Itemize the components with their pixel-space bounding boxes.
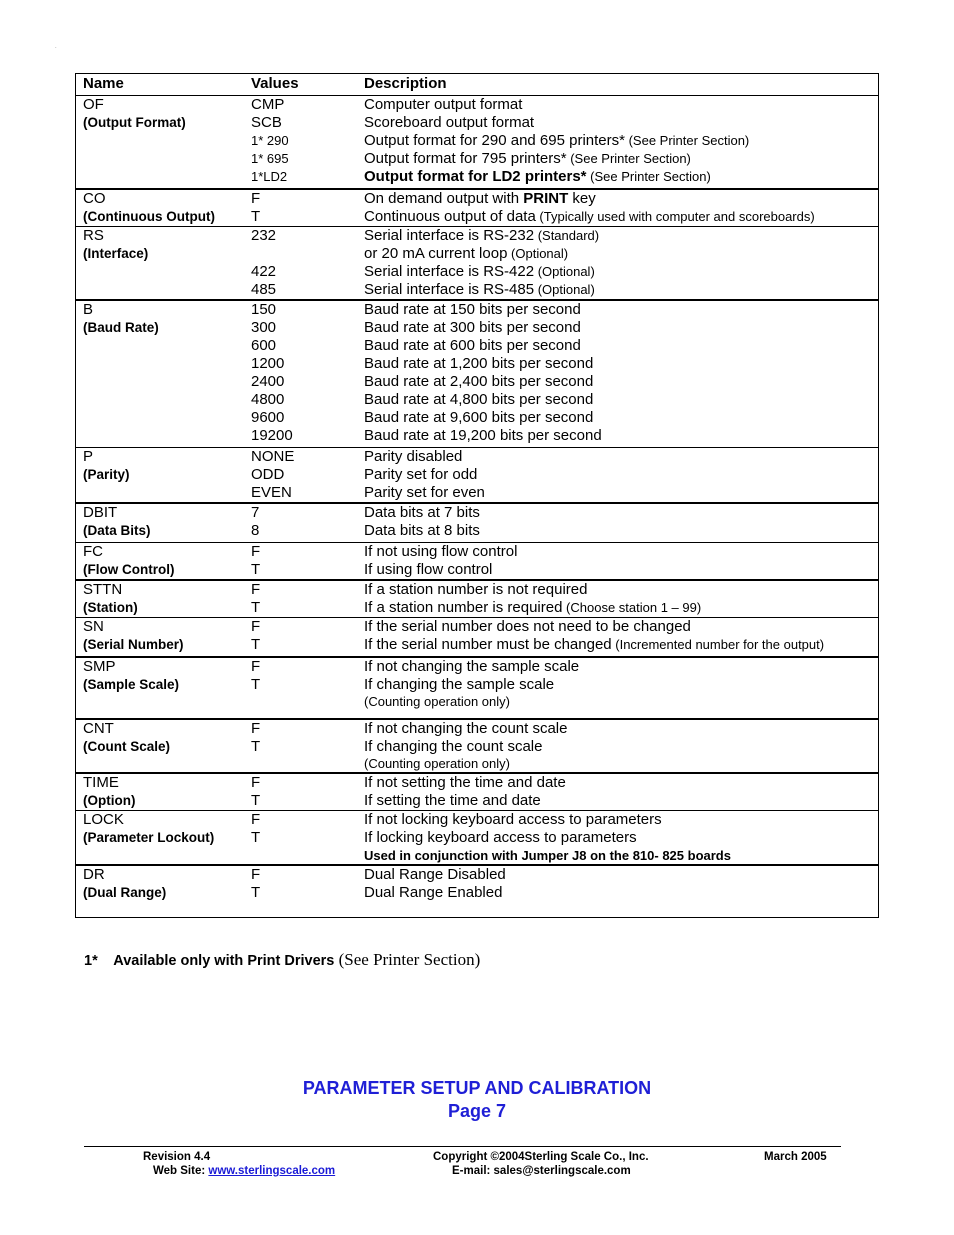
header-description: Description [356,73,879,96]
param-value: 1200 [251,355,285,372]
description-line [364,756,871,772]
footer-email: E-mail: sales@sterlingscale.com [452,1165,631,1177]
description-line [364,150,871,168]
param-value: 2400 [251,373,285,390]
page-number: Page 7 [447,1101,507,1121]
description-text: If not changing the count scale [364,720,568,737]
description-line [364,355,871,373]
description-line [364,96,871,114]
param-value: F [251,658,261,675]
table-row [75,96,879,190]
description-text: Serial interface is RS-232 [364,227,535,244]
description-line [364,694,871,710]
param-name-cell [75,773,243,811]
param-value: F [251,866,261,883]
param-value: 1*LD2 [251,169,288,184]
param-label: (Parity) [83,467,130,482]
param-name: LOCK [83,811,124,828]
param-label: (Interface) [83,246,149,261]
param-description-cell [356,580,879,618]
description-text: Baud rate at 600 bits per second [364,337,581,354]
description-line [364,114,871,132]
description-text: Dual Range Disabled [364,866,506,883]
param-name: RS [83,227,104,244]
table-row [75,448,879,504]
param-name: TIME [83,774,119,791]
param-name: FC [83,543,103,560]
description-text: Data bits at 7 bits [364,504,480,521]
header-name: Name [75,73,243,96]
description-line [364,561,871,579]
footnote-text: Available only with Print Drivers [113,953,335,969]
param-values-cell [243,773,356,811]
description-note: (Counting operation only) [364,694,510,709]
description-text: If changing the count scale [364,738,543,755]
param-value: 9600 [251,409,285,426]
param-value: F [251,720,261,737]
param-name-cell [75,227,243,301]
param-value: CMP [251,96,285,113]
description-bold: PRINT [523,190,569,207]
param-values-cell [243,503,356,543]
param-name-cell [75,618,243,658]
param-value: 4800 [251,391,285,408]
description-line [364,811,871,829]
footnote-see-printer: (See Printer Section) [334,950,481,969]
footer-date: March 2005 [764,1151,827,1163]
description-line [364,301,871,319]
param-value: 300 [251,319,277,336]
param-label: (Output Format) [83,115,186,130]
param-value: T [251,561,261,578]
table-row [75,811,879,866]
param-name: P [83,448,94,465]
description-text: Serial interface is RS-422 [364,263,535,280]
param-name: DR [83,866,105,883]
param-value: T [251,829,261,846]
description-line [364,581,871,599]
description-line [364,866,871,884]
param-values-cell [243,300,356,448]
description-line [364,466,871,484]
param-description-cell [356,657,879,719]
param-label: (Option) [83,793,136,808]
footer-website-label: Web Site: [153,1165,209,1177]
description-text: Output format for 795 printers* [364,150,567,167]
param-value: NONE [251,448,295,465]
param-label: (Parameter Lockout) [83,830,215,845]
description-line [364,618,871,636]
footer-divider [84,1146,841,1147]
param-value: 19200 [251,427,293,444]
description-line [364,636,871,654]
description-text: Computer output format [364,96,523,113]
param-values-cell [243,657,356,719]
description-line [364,448,871,466]
description-line [364,504,871,522]
param-value: T [251,676,261,693]
param-name: SN [83,618,104,635]
description-note: (Optional) [534,282,595,297]
description-text: Baud rate at 2,400 bits per second [364,373,594,390]
param-value: F [251,190,261,207]
param-value: 232 [251,227,277,244]
description-line [364,658,871,676]
table-row [75,300,879,448]
param-value: 7 [251,504,260,521]
description-line [364,543,871,561]
param-label: (Data Bits) [83,523,151,538]
table-row [75,773,879,811]
description-text: On demand output with [364,190,524,207]
description-text: Baud rate at 9,600 bits per second [364,409,594,426]
description-text: If setting the time and date [364,792,541,809]
description-line [364,738,871,756]
param-value: 422 [251,263,277,280]
param-name: SMP [83,658,116,675]
description-line [364,281,871,299]
param-name-cell [75,503,243,543]
description-line [364,829,871,847]
param-value: F [251,811,261,828]
param-values-cell [243,189,356,227]
param-description-cell [356,773,879,811]
description-note: (Typically used with computer and scoreboards) [535,209,815,224]
description-text: Baud rate at 4,800 bits per second [364,391,594,408]
description-text: Baud rate at 150 bits per second [364,301,581,318]
param-value: 1* 290 [251,133,289,148]
description-line [364,427,871,445]
param-description-cell [356,865,879,902]
param-name-cell [75,300,243,448]
description-line [364,847,871,864]
description-line [364,522,871,540]
param-name-cell [75,811,243,866]
param-value: 1* 695 [251,151,289,166]
description-text: If the serial number does not need to be changed [364,618,691,635]
description-text: If the serial number must be changed [364,636,612,653]
description-text: Parity disabled [364,448,463,465]
description-text: Baud rate at 1,200 bits per second [364,355,594,372]
description-text: Baud rate at 300 bits per second [364,319,581,336]
description-note: (Choose station 1 – 99) [562,600,702,615]
param-value [251,245,348,263]
description-text: If a station number is required [364,599,563,616]
param-value: T [251,208,261,225]
param-name: B [83,301,94,318]
description-line [364,391,871,409]
param-values-cell [243,719,356,773]
param-values-cell [243,96,356,190]
description-line [364,263,871,281]
param-values-cell [243,811,356,866]
param-value: T [251,792,261,809]
description-line [364,884,871,902]
description-text: Parity set for even [364,484,485,501]
param-label: (Count Scale) [83,739,171,754]
param-values-cell [243,448,356,504]
description-bold-note: Used in conjunction with Jumper J8 on the 810- 825 boards [364,848,731,863]
param-name: DBIT [83,504,118,521]
description-text: Scoreboard output format [364,114,535,131]
description-bold: Output format for LD2 printers* [364,168,587,185]
param-description-cell [356,96,879,190]
description-note: (Counting operation only) [364,756,510,771]
description-text: If locking keyboard access to parameters [364,829,637,846]
param-name: CNT [83,720,114,737]
description-line [364,132,871,150]
table-row [75,719,879,773]
param-name-cell [75,448,243,504]
description-line [364,168,871,186]
param-name-cell [75,543,243,581]
description-line [364,337,871,355]
table-row [75,865,879,902]
param-value: F [251,618,261,635]
param-value: F [251,543,261,560]
param-name-cell [75,189,243,227]
description-text: If not using flow control [364,543,518,560]
footnote [84,950,480,970]
param-label: (Station) [83,600,138,615]
scan-dot: . [55,44,57,50]
param-values-cell [243,543,356,581]
description-line [364,599,871,617]
description-line [364,676,871,694]
description-line [364,190,871,208]
param-values-cell [243,580,356,618]
description-text: If using flow control [364,561,493,578]
table-row [75,503,879,543]
description-note: (See Printer Section) [566,151,691,166]
param-value: T [251,738,261,755]
description-note: (See Printer Section) [586,169,711,184]
footnote-marker: 1* [84,953,98,969]
param-label: (Flow Control) [83,562,175,577]
param-value: 8 [251,522,260,539]
param-name: CO [83,190,106,207]
param-value: ODD [251,466,285,483]
description-line [364,245,871,263]
param-name-cell [75,865,243,902]
description-line [364,409,871,427]
param-value: 485 [251,281,277,298]
param-description-cell [356,719,879,773]
param-value: 150 [251,301,277,318]
description-text: Dual Range Enabled [364,884,503,901]
table-row [75,227,879,301]
description-note: (Incremented number for the output) [611,637,825,652]
param-value: T [251,599,261,616]
footer-revision: Revision 4.4 [143,1151,211,1163]
table-row [75,189,879,227]
header-values: Values [243,73,356,96]
description-text: or 20 mA current loop [364,245,508,262]
param-values-cell [243,865,356,902]
description-line [364,208,871,226]
param-name-cell [75,96,243,190]
description-text: If a station number is not required [364,581,588,598]
description-text: If changing the sample scale [364,676,555,693]
table-body [75,96,879,903]
param-values-cell [243,227,356,301]
description-text: If not changing the sample scale [364,658,580,675]
description-text: Output format for 290 and 695 printers* [364,132,625,149]
param-name-cell [75,580,243,618]
param-value: EVEN [251,484,292,501]
param-values-cell [243,618,356,658]
description-text: Baud rate at 19,200 bits per second [364,427,602,444]
param-value: SCB [251,114,282,131]
description-line [364,227,871,245]
description-line [364,792,871,810]
description-note: (See Printer Section) [624,133,750,148]
param-name: STTN [83,581,123,598]
table-row [75,580,879,618]
param-name: OF [83,96,104,113]
param-name-cell [75,657,243,719]
description-text: Data bits at 8 bits [364,522,480,539]
param-value: F [251,774,261,791]
param-value: 600 [251,337,277,354]
param-description-cell [356,543,879,581]
param-label: (Continuous Output) [83,209,215,224]
table-header-row [75,73,879,96]
website-link[interactable]: www.sterlingscale.com [208,1165,336,1177]
description-text: If not locking keyboard access to parameters [364,811,662,828]
param-description-cell [356,300,879,448]
table-row [75,543,879,581]
param-value: F [251,581,261,598]
param-description-cell [356,448,879,504]
param-label: (Baud Rate) [83,320,159,335]
param-label: (Dual Range) [83,885,167,900]
description-line [364,319,871,337]
description-line [364,774,871,792]
param-value: T [251,884,261,901]
description-note: (Standard) [534,228,600,243]
description-text: If not setting the time and date [364,774,566,791]
description-text: Parity set for odd [364,466,478,483]
description-text: Continuous output of data [364,208,536,225]
page-title: PARAMETER SETUP AND CALIBRATION [302,1078,652,1098]
param-value: T [251,636,261,653]
description-line [364,373,871,391]
description-note: (Optional) [534,264,595,279]
param-description-cell [356,811,879,866]
param-description-cell [356,227,879,301]
footer-copyright: Copyright ©2004Sterling Scale Co., Inc. [433,1151,649,1163]
description-text-after: key [568,190,596,207]
param-label: (Sample Scale) [83,677,180,692]
description-line [364,484,871,502]
footer-website [153,1164,335,1178]
param-description-cell [356,618,879,658]
description-text: Serial interface is RS-485 [364,281,535,298]
table-row [75,618,879,658]
table-row [75,657,879,719]
param-description-cell [356,189,879,227]
description-line [364,720,871,738]
parameter-table [75,73,879,902]
description-note: (Optional) [507,246,569,261]
param-description-cell [356,503,879,543]
param-name-cell [75,719,243,773]
param-label: (Serial Number) [83,637,184,652]
